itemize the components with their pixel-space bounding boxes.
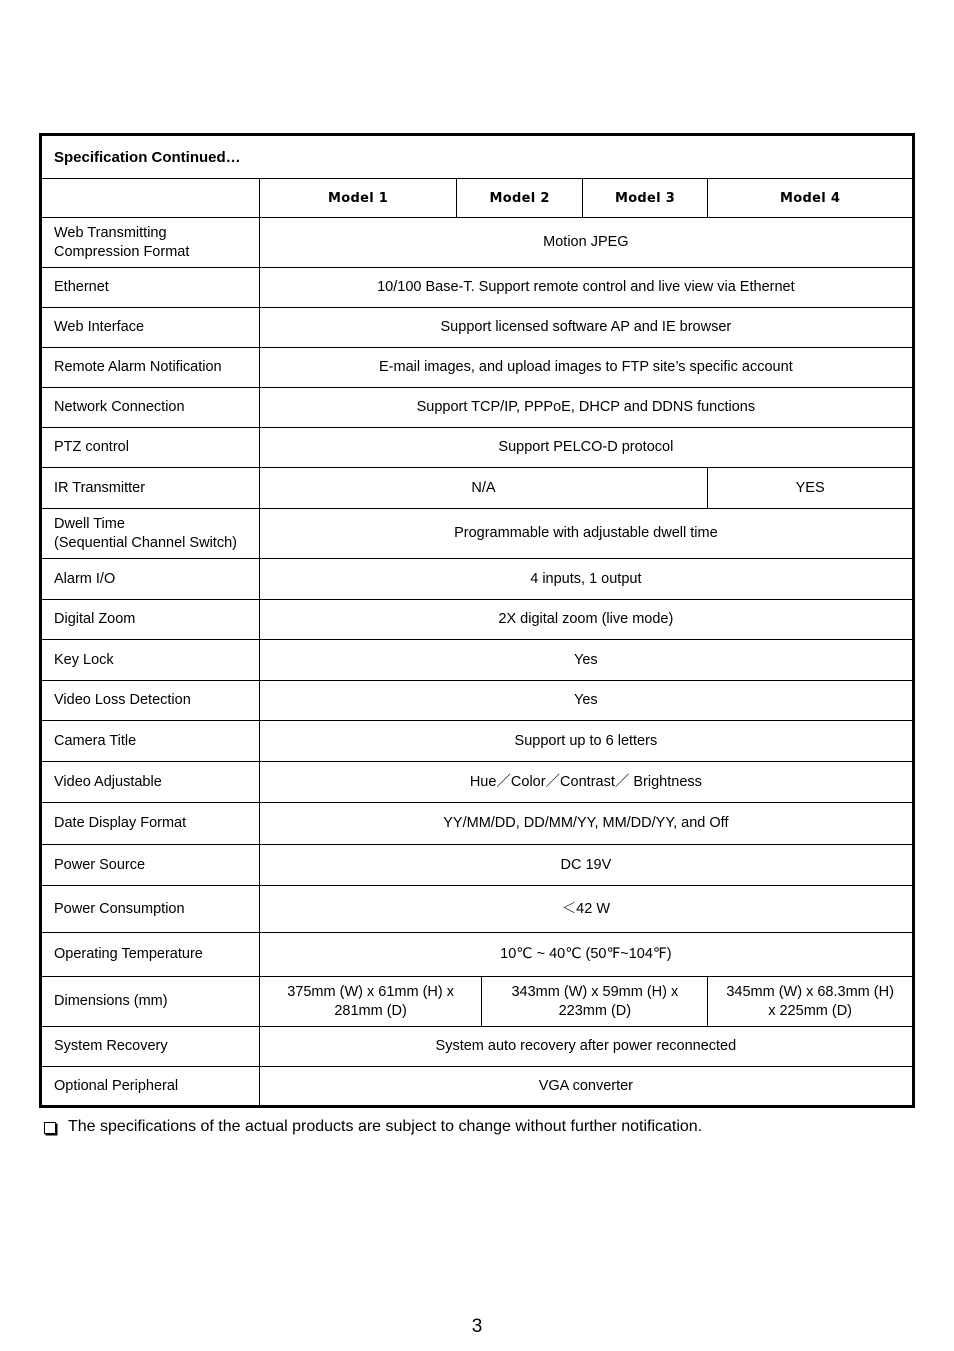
row-label	[41, 218, 260, 268]
row-value: DC 19V	[259, 845, 913, 886]
row-label: Power Source	[41, 845, 260, 886]
table-row	[41, 721, 914, 762]
footnote	[44, 1117, 702, 1137]
row-value: Support PELCO-D protocol	[259, 428, 913, 468]
row-value: Programmable with adjustable dwell time	[259, 509, 913, 559]
table-row	[41, 803, 914, 845]
row-label: Operating Temperature	[41, 933, 260, 977]
row-value: Support licensed software AP and IE browser	[259, 308, 913, 348]
row-label: IR Transmitter	[41, 468, 260, 509]
row-label: Dimensions (mm)	[41, 977, 260, 1027]
row-value: ＜42 W	[259, 886, 913, 933]
table-row	[41, 600, 914, 640]
row-label: Optional Peripheral	[41, 1067, 260, 1107]
row-value: 10℃ ~ 40℃ (50℉~104℉)	[259, 933, 913, 977]
table-row	[41, 509, 914, 559]
table-row	[41, 468, 914, 509]
specification-table	[39, 133, 915, 1108]
table-title: Specification Continued…	[41, 135, 914, 179]
header-model-4: Model 4	[708, 179, 914, 218]
row-label: Date Display Format	[41, 803, 260, 845]
table-row	[41, 977, 914, 1027]
row-label	[41, 509, 260, 559]
row-label: Video Adjustable	[41, 762, 260, 803]
row-label: PTZ control	[41, 428, 260, 468]
table-row	[41, 428, 914, 468]
row-value: E-mail images, and upload images to FTP site’s specific account	[259, 348, 913, 388]
row-label: Digital Zoom	[41, 600, 260, 640]
table-row	[41, 845, 914, 886]
checkbox-bullet-icon	[44, 1122, 56, 1134]
dimensions-model-4: 345mm (W) x 68.3mm (H) x 225mm (D)	[726, 983, 894, 1019]
web-transmitting-label: Web Transmitting Compression Format	[54, 224, 190, 260]
table-row	[41, 681, 914, 721]
row-value: Support TCP/IP, PPPoE, DHCP and DDNS functions	[259, 388, 913, 428]
table-row	[41, 1067, 914, 1107]
row-label: Power Consumption	[41, 886, 260, 933]
row-value: YY/MM/DD, DD/MM/YY, MM/DD/YY, and Off	[259, 803, 913, 845]
row-value: System auto recovery after power reconnected	[259, 1027, 913, 1067]
table-row	[41, 308, 914, 348]
row-value: 2X digital zoom (live mode)	[259, 600, 913, 640]
row-label: Alarm I/O	[41, 559, 260, 600]
row-label: Web Interface	[41, 308, 260, 348]
row-value-model-1	[259, 977, 482, 1027]
header-model-3: Model 3	[582, 179, 707, 218]
table-row	[41, 762, 914, 803]
row-label: Network Connection	[41, 388, 260, 428]
table-row	[41, 218, 914, 268]
footnote-text: The specifications of the actual products are subject to change without further notification.	[68, 1118, 703, 1135]
header-blank-cell	[41, 179, 260, 218]
table-row	[41, 640, 914, 681]
row-value-models-2-3	[482, 977, 708, 1027]
row-value: Yes	[259, 640, 913, 681]
row-value: Hue／Color／Contrast／ Brightness	[259, 762, 913, 803]
row-value: 10/100 Base-T. Support remote control and live view via Ethernet	[259, 268, 913, 308]
row-label: Ethernet	[41, 268, 260, 308]
row-value-model-4	[708, 977, 914, 1027]
row-label: Key Lock	[41, 640, 260, 681]
row-label: Remote Alarm Notification	[41, 348, 260, 388]
table-row	[41, 1027, 914, 1067]
page-number: 3	[471, 1316, 483, 1337]
row-value: Motion JPEG	[259, 218, 913, 268]
row-value-model-4: YES	[708, 468, 914, 509]
table-row	[41, 933, 914, 977]
dimensions-models-2-3: 343mm (W) x 59mm (H) x 223mm (D)	[511, 983, 679, 1019]
row-value: Support up to 6 letters	[259, 721, 913, 762]
row-value-models-1-3: N/A	[259, 468, 708, 509]
header-model-2: Model 2	[457, 179, 582, 218]
dimensions-model-1: 375mm (W) x 61mm (H) x 281mm (D)	[287, 983, 454, 1019]
row-label: System Recovery	[41, 1027, 260, 1067]
row-value: 4 inputs, 1 output	[259, 559, 913, 600]
row-value: VGA converter	[259, 1067, 913, 1107]
table-row	[41, 388, 914, 428]
table-row	[41, 559, 914, 600]
dwell-time-label: Dwell Time (Sequential Channel Switch)	[54, 515, 237, 551]
table-row	[41, 268, 914, 308]
row-label: Video Loss Detection	[41, 681, 260, 721]
header-model-1: Model 1	[259, 179, 457, 218]
table-row	[41, 348, 914, 388]
table-row	[41, 886, 914, 933]
row-value: Yes	[259, 681, 913, 721]
row-label: Camera Title	[41, 721, 260, 762]
